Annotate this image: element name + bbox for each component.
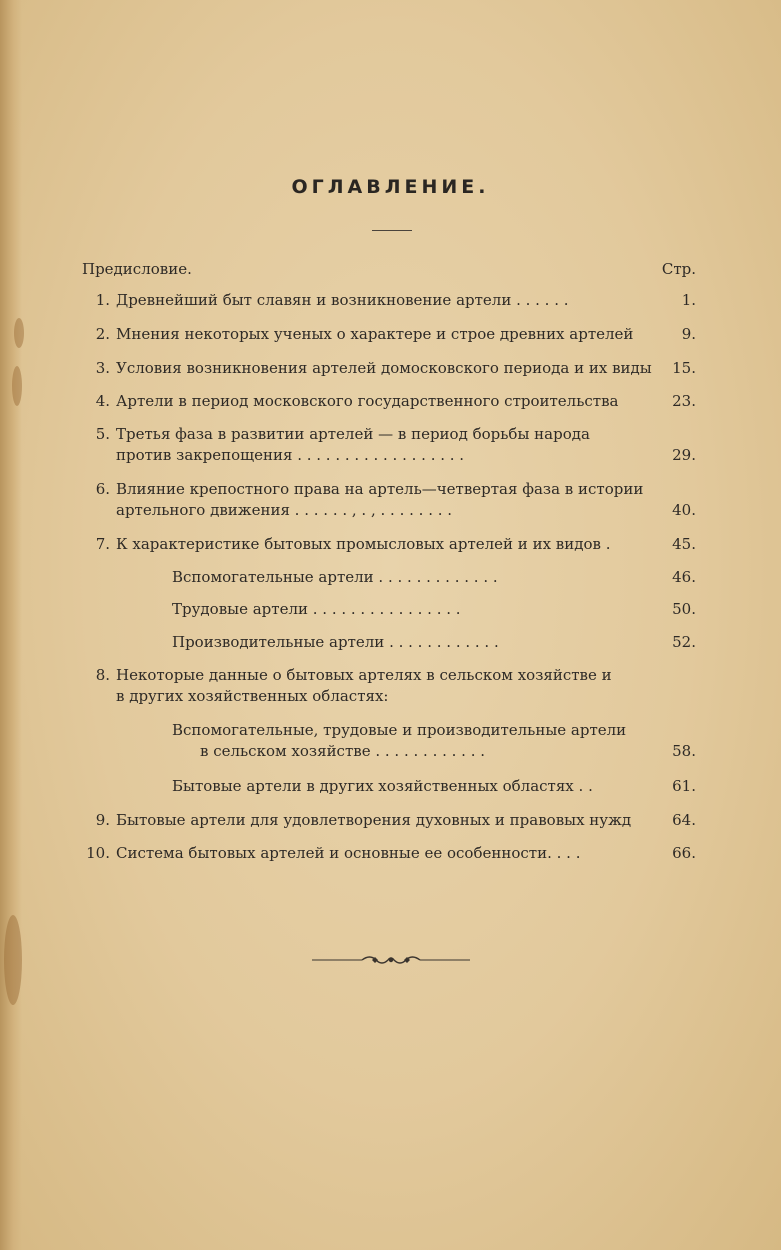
entry-title: Бытовые артели для удовлетворения духовных и правовых нужд [116,811,632,829]
entry-number: 1. [95,291,110,309]
entry-page: 15. [672,359,696,377]
entry-page: 52. [672,633,696,651]
entry-title-continued: артельного движения . . . . . . , . , . . . . . . . . [116,501,453,519]
entry-number: 2. [95,325,110,343]
entry-page: 61. [672,777,696,795]
entry-page: 9. [681,325,696,343]
entry-title-continued: против закрепощения . . . . . . . . . . . . . . . . . . [116,446,465,464]
entry-title-continued: в других хозяйственных областях: [116,687,389,705]
entry-title: Древнейший быт славян и возникновение артели . . . . . . [116,291,569,309]
preface-label: Предисловие. [82,260,192,278]
entry-title: К характеристике бытовых промысловых артелей и их видов . [116,535,611,553]
entry-page: 50. [672,600,696,618]
title-rule [372,230,412,231]
entry-number: 9. [95,811,110,829]
subentry-title: Вспомогательные артели . . . . . . . . . . . . . [172,568,498,586]
entry-title: Артели в период московского государственного строительства [116,392,619,410]
entry-number: 5. [95,425,110,443]
page-stain [12,366,22,406]
subentry-title: Производительные артели . . . . . . . . . . . . [172,633,499,651]
entry-page: 64. [672,811,696,829]
page-stain [4,915,22,1005]
subentry-title-continued: в сельском хозяйстве . . . . . . . . . . . . [200,742,486,760]
entry-page: 29. [672,446,696,464]
ornament-divider-icon [312,950,470,970]
subentry-title: Бытовые артели в других хозяйственных областях . . [172,777,593,795]
entry-title: Условия возникновения артелей домосковского периода и их виды [116,359,652,377]
page-title: ОГЛАВЛЕНИЕ. [291,176,490,198]
entry-number: 10. [86,844,110,862]
page-column-label: Стр. [661,260,696,278]
entry-title: Некоторые данные о бытовых артелях в сельском хозяйстве и [116,666,612,684]
entry-page: 1. [681,291,696,309]
entry-page: 46. [672,568,696,586]
entry-page: 66. [672,844,696,862]
entry-page: 45. [672,535,696,553]
entry-number: 3. [95,359,110,377]
subentry-title: Трудовые артели . . . . . . . . . . . . . . . . [172,600,461,618]
entry-number: 4. [95,392,110,410]
entry-page: 40. [672,501,696,519]
entry-page: 58. [672,742,696,760]
entry-title: Третья фаза в развитии артелей — в период борьбы народа [116,425,590,443]
page-stain [14,318,24,348]
entry-number: 6. [95,480,110,498]
entry-page: 23. [672,392,696,410]
subentry-title: Вспомогательные, трудовые и производительные артели [172,721,627,739]
entry-title: Система бытовых артелей и основные ее особенности. . . . [116,844,581,862]
entry-number: 7. [95,535,110,553]
entry-number: 8. [95,666,110,684]
entry-title: Мнения некоторых ученых о характере и строе древних артелей [116,325,634,343]
entry-title: Влияние крепостного права на артель—четвертая фаза в истории [116,480,644,498]
